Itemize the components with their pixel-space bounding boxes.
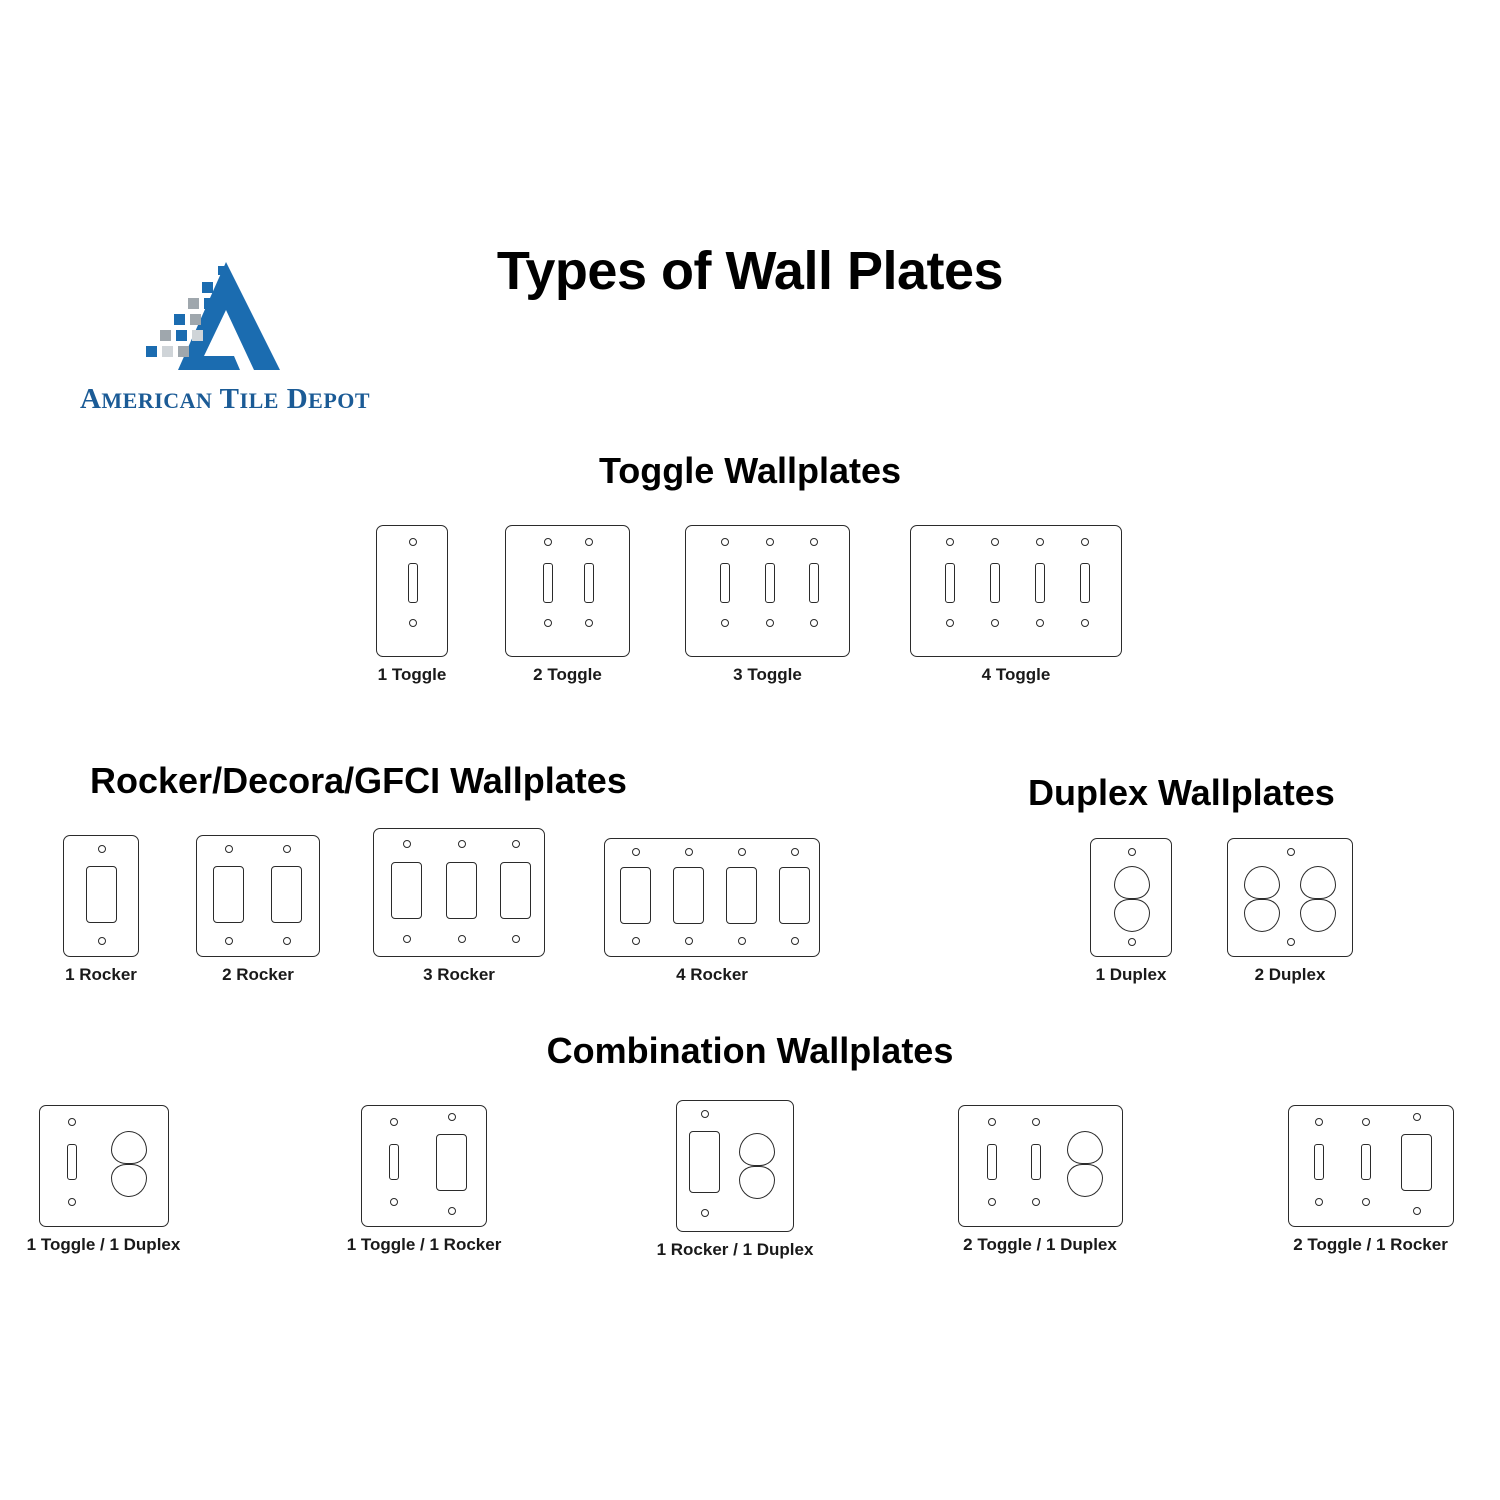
rocker-opening	[1401, 1134, 1432, 1191]
screw-icon	[544, 619, 552, 627]
screw-icon	[512, 840, 520, 848]
wallplate-body	[373, 828, 545, 957]
screw-icon	[1081, 619, 1089, 627]
toggle-opening	[990, 563, 1000, 603]
plate-1-toggle	[362, 525, 462, 685]
toggle-opening	[1314, 1144, 1324, 1180]
section-heading-combination: Combination Wallplates	[546, 1030, 954, 1071]
screw-icon	[721, 538, 729, 546]
plate-1-toggle-1-duplex	[20, 1105, 187, 1255]
rocker-opening	[620, 867, 651, 924]
screw-icon	[283, 845, 291, 853]
plate-3-rocker	[373, 828, 545, 985]
plate-2-toggle-1-rocker	[1283, 1105, 1458, 1255]
screw-icon	[791, 937, 799, 945]
rocker-opening	[213, 866, 244, 923]
plate-2-rocker	[196, 835, 320, 985]
rocker-opening	[726, 867, 757, 924]
toggle-opening	[1031, 1144, 1041, 1180]
wallplate-body	[685, 525, 850, 657]
section-heading-toggle: Toggle Wallplates	[598, 450, 902, 491]
toggle-opening	[389, 1144, 399, 1180]
toggle-opening	[67, 1144, 77, 1180]
screw-icon	[409, 619, 417, 627]
screw-icon	[685, 937, 693, 945]
wallplate-body	[361, 1105, 487, 1227]
page-title: Types of Wall Plates	[496, 241, 1004, 301]
screw-icon	[390, 1198, 398, 1206]
screw-icon	[738, 937, 746, 945]
wallplate-body	[1227, 838, 1353, 957]
wallplate-body	[1090, 838, 1172, 957]
rocker-opening	[391, 862, 422, 919]
plate-caption: 4 Toggle	[981, 665, 1051, 684]
screw-icon	[1032, 1198, 1040, 1206]
screw-icon	[1081, 538, 1089, 546]
wallplate-body	[39, 1105, 169, 1227]
screw-icon	[512, 935, 520, 943]
plate-4-rocker	[604, 838, 820, 985]
section-heading-rocker: Rocker/Decora/GFCI Wallplates	[90, 760, 627, 801]
wallplate-body	[1288, 1105, 1454, 1227]
plate-4-toggle	[910, 525, 1122, 685]
screw-icon	[766, 538, 774, 546]
screw-icon	[409, 538, 417, 546]
screw-icon	[791, 848, 799, 856]
rocker-opening	[271, 866, 302, 923]
screw-icon	[1315, 1118, 1323, 1126]
plate-1-rocker-1-duplex	[650, 1100, 820, 1260]
toggle-opening	[765, 563, 775, 603]
duplex-outlet-opening	[1300, 899, 1336, 932]
duplex-outlet-opening	[1300, 866, 1336, 899]
duplex-outlet-opening	[1067, 1131, 1103, 1164]
plate-caption: 1 Toggle / 1 Rocker	[346, 1235, 502, 1254]
plate-2-toggle	[505, 525, 630, 685]
toggle-opening	[584, 563, 594, 603]
screw-icon	[1315, 1198, 1323, 1206]
screw-icon	[225, 937, 233, 945]
wallplate-body	[505, 525, 630, 657]
screw-icon	[544, 538, 552, 546]
rocker-opening	[779, 867, 810, 924]
toggle-opening	[945, 563, 955, 603]
plate-1-toggle-1-rocker	[339, 1105, 509, 1255]
screw-icon	[701, 1110, 709, 1118]
plate-caption: 2 Rocker	[222, 965, 294, 984]
screw-icon	[632, 848, 640, 856]
duplex-outlet-opening	[739, 1133, 775, 1166]
screw-icon	[988, 1118, 996, 1126]
plate-1-duplex	[1090, 838, 1172, 985]
screw-icon	[68, 1118, 76, 1126]
toggle-opening	[1361, 1144, 1371, 1180]
screw-icon	[225, 845, 233, 853]
screw-icon	[988, 1198, 996, 1206]
screw-icon	[721, 619, 729, 627]
screw-icon	[458, 935, 466, 943]
wallplate-body	[676, 1100, 794, 1232]
toggle-opening	[720, 563, 730, 603]
screw-icon	[283, 937, 291, 945]
screw-icon	[403, 840, 411, 848]
screw-icon	[585, 538, 593, 546]
toggle-opening	[1080, 563, 1090, 603]
screw-icon	[1287, 938, 1295, 946]
plate-caption: 2 Duplex	[1254, 965, 1326, 984]
screw-icon	[458, 840, 466, 848]
screw-icon	[68, 1198, 76, 1206]
screw-icon	[1362, 1118, 1370, 1126]
duplex-outlet-opening	[1244, 866, 1280, 899]
screw-icon	[766, 619, 774, 627]
screw-icon	[991, 538, 999, 546]
screw-icon	[98, 845, 106, 853]
screw-icon	[685, 848, 693, 856]
screw-icon	[1287, 848, 1295, 856]
screw-icon	[98, 937, 106, 945]
screw-icon	[448, 1207, 456, 1215]
screw-icon	[1036, 538, 1044, 546]
plate-caption: 1 Rocker / 1 Duplex	[656, 1240, 814, 1259]
duplex-outlet-opening	[111, 1164, 147, 1197]
brand-name: AMERICAN TILE DEPOT	[79, 383, 371, 415]
plate-caption: 2 Toggle / 1 Rocker	[1293, 1235, 1448, 1254]
wallplate-body	[604, 838, 820, 957]
wallplate-body	[196, 835, 320, 957]
section-heading-duplex: Duplex Wallplates	[1028, 772, 1335, 813]
screw-icon	[991, 619, 999, 627]
duplex-outlet-opening	[1114, 899, 1150, 932]
toggle-opening	[987, 1144, 997, 1180]
duplex-outlet-opening	[739, 1166, 775, 1199]
rocker-opening	[673, 867, 704, 924]
screw-icon	[448, 1113, 456, 1121]
screw-icon	[738, 848, 746, 856]
plate-caption: 1 Toggle / 1 Duplex	[26, 1235, 181, 1254]
screw-icon	[810, 619, 818, 627]
screw-icon	[585, 619, 593, 627]
plate-caption: 4 Rocker	[676, 965, 748, 984]
screw-icon	[701, 1209, 709, 1217]
screw-icon	[390, 1118, 398, 1126]
rocker-opening	[436, 1134, 467, 1191]
screw-icon	[1036, 619, 1044, 627]
plate-2-toggle-1-duplex	[950, 1105, 1130, 1255]
screw-icon	[1362, 1198, 1370, 1206]
plate-caption: 2 Toggle / 1 Duplex	[963, 1235, 1117, 1254]
screw-icon	[946, 538, 954, 546]
screw-icon	[1413, 1113, 1421, 1121]
screw-icon	[810, 538, 818, 546]
toggle-opening	[543, 563, 553, 603]
toggle-opening	[1035, 563, 1045, 603]
plate-caption: 1 Toggle	[377, 665, 447, 684]
screw-icon	[632, 937, 640, 945]
wallplate-body	[958, 1105, 1123, 1227]
rocker-opening	[446, 862, 477, 919]
plate-1-rocker	[63, 835, 139, 985]
plate-caption: 1 Duplex	[1095, 965, 1167, 984]
plate-caption: 3 Rocker	[423, 965, 495, 984]
screw-icon	[946, 619, 954, 627]
rocker-opening	[689, 1131, 720, 1193]
screw-icon	[1128, 848, 1136, 856]
duplex-outlet-opening	[111, 1131, 147, 1164]
toggle-opening	[809, 563, 819, 603]
rocker-opening	[500, 862, 531, 919]
duplex-outlet-opening	[1114, 866, 1150, 899]
wallplate-body	[910, 525, 1122, 657]
plate-3-toggle	[685, 525, 850, 685]
plate-caption: 1 Rocker	[65, 965, 137, 984]
screw-icon	[1128, 938, 1136, 946]
plate-caption: 3 Toggle	[733, 665, 802, 684]
wallplate-body	[376, 525, 448, 657]
duplex-outlet-opening	[1244, 899, 1280, 932]
screw-icon	[1413, 1207, 1421, 1215]
plate-2-duplex	[1227, 838, 1353, 985]
toggle-opening	[408, 563, 418, 603]
wallplate-body	[63, 835, 139, 957]
screw-icon	[403, 935, 411, 943]
rocker-opening	[86, 866, 117, 923]
plate-caption: 2 Toggle	[533, 665, 602, 684]
duplex-outlet-opening	[1067, 1164, 1103, 1197]
screw-icon	[1032, 1118, 1040, 1126]
